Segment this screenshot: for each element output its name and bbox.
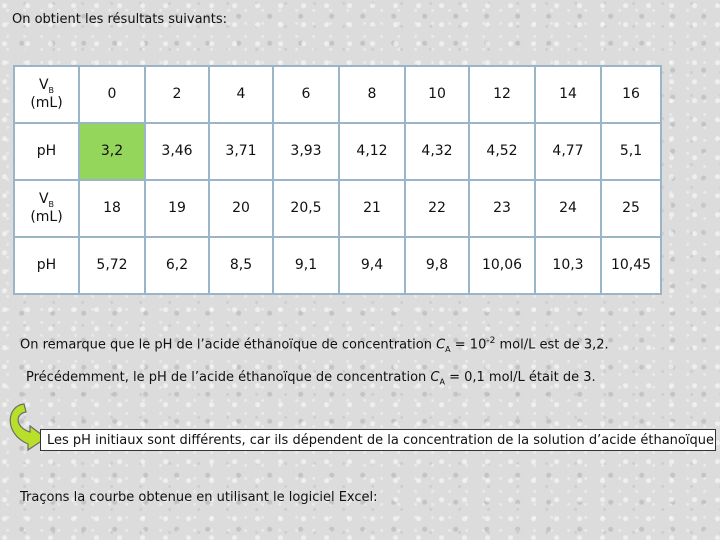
table-cell: 12 [469, 66, 535, 123]
intro-text: On obtient les résultats suivants: [12, 12, 228, 27]
table-row [14, 237, 661, 294]
remark2-text-end: = 0,1 mol/L était de 3. [444, 370, 596, 385]
concentration-symbol: C [436, 337, 446, 353]
table-cell: 23 [469, 180, 535, 237]
table-cell: 8 [339, 66, 405, 123]
table-cell: 9,8 [405, 237, 469, 294]
table-cell: 20,5 [273, 180, 339, 237]
table-cell: 8,5 [209, 237, 273, 294]
conclusion-box: Les pH initiaux sont différents, car ils dépendent de la concentration de la solution d’acide éthanoïque [40, 429, 716, 451]
remark2-text-start: Précédemment, le pH de l’acide éthanoïque de concentration [26, 370, 431, 385]
table-cell: 4,52 [469, 123, 535, 180]
concentration-subscript: A [445, 344, 451, 354]
table-cell: 14 [535, 66, 601, 123]
table-cell: 4,77 [535, 123, 601, 180]
table-cell: 25 [601, 180, 661, 237]
table-cell: 19 [145, 180, 209, 237]
concentration-symbol: C [430, 370, 440, 385]
table-cell: 16 [601, 66, 661, 123]
exponent: -2 [486, 336, 496, 346]
table-cell: 10,06 [469, 237, 535, 294]
table-row [14, 180, 661, 237]
remark-current-ph [20, 336, 609, 354]
table-cell: 4,12 [339, 123, 405, 180]
table-row [14, 123, 661, 180]
table-cell: 5,1 [601, 123, 661, 180]
table-cell: 3,46 [145, 123, 209, 180]
concentration-subscript: A [439, 377, 445, 387]
table-cell: 5,72 [79, 237, 145, 294]
remark-previous-ph [26, 370, 596, 387]
table-cell: 20 [209, 180, 273, 237]
table-cell: 4 [209, 66, 273, 123]
table-cell: 3,71 [209, 123, 273, 180]
final-instruction: Traçons la courbe obtenue en utilisant le logiciel Excel: [20, 490, 378, 505]
row-header: pH [14, 123, 79, 180]
row-header: $V_B$ (mL) [14, 180, 79, 237]
remark1-text-end: mol/L est de 3,2. [495, 337, 609, 353]
remark1-text-mid: = 10 [450, 337, 487, 353]
table-cell: 10 [405, 66, 469, 123]
table-cell: 10,3 [535, 237, 601, 294]
highlighted-cell: 3,2 [79, 123, 145, 180]
table-cell: 21 [339, 180, 405, 237]
table-cell: 3,93 [273, 123, 339, 180]
table-row [14, 66, 661, 123]
table-cell: 6 [273, 66, 339, 123]
table-cell: 9,4 [339, 237, 405, 294]
table-cell: 0 [79, 66, 145, 123]
table-cell: 6,2 [145, 237, 209, 294]
table-cell: 10,45 [601, 237, 661, 294]
table-cell: 2 [145, 66, 209, 123]
table-cell: 4,32 [405, 123, 469, 180]
results-table [13, 65, 662, 295]
table-cell: 9,1 [273, 237, 339, 294]
row-header: $V_B$ (mL) [14, 66, 79, 123]
remark1-text-start: On remarque que le pH de l’acide éthanoïque de concentration [20, 337, 437, 353]
table-cell: 18 [79, 180, 145, 237]
row-header: pH [14, 237, 79, 294]
table-cell: 24 [535, 180, 601, 237]
table-cell: 22 [405, 180, 469, 237]
